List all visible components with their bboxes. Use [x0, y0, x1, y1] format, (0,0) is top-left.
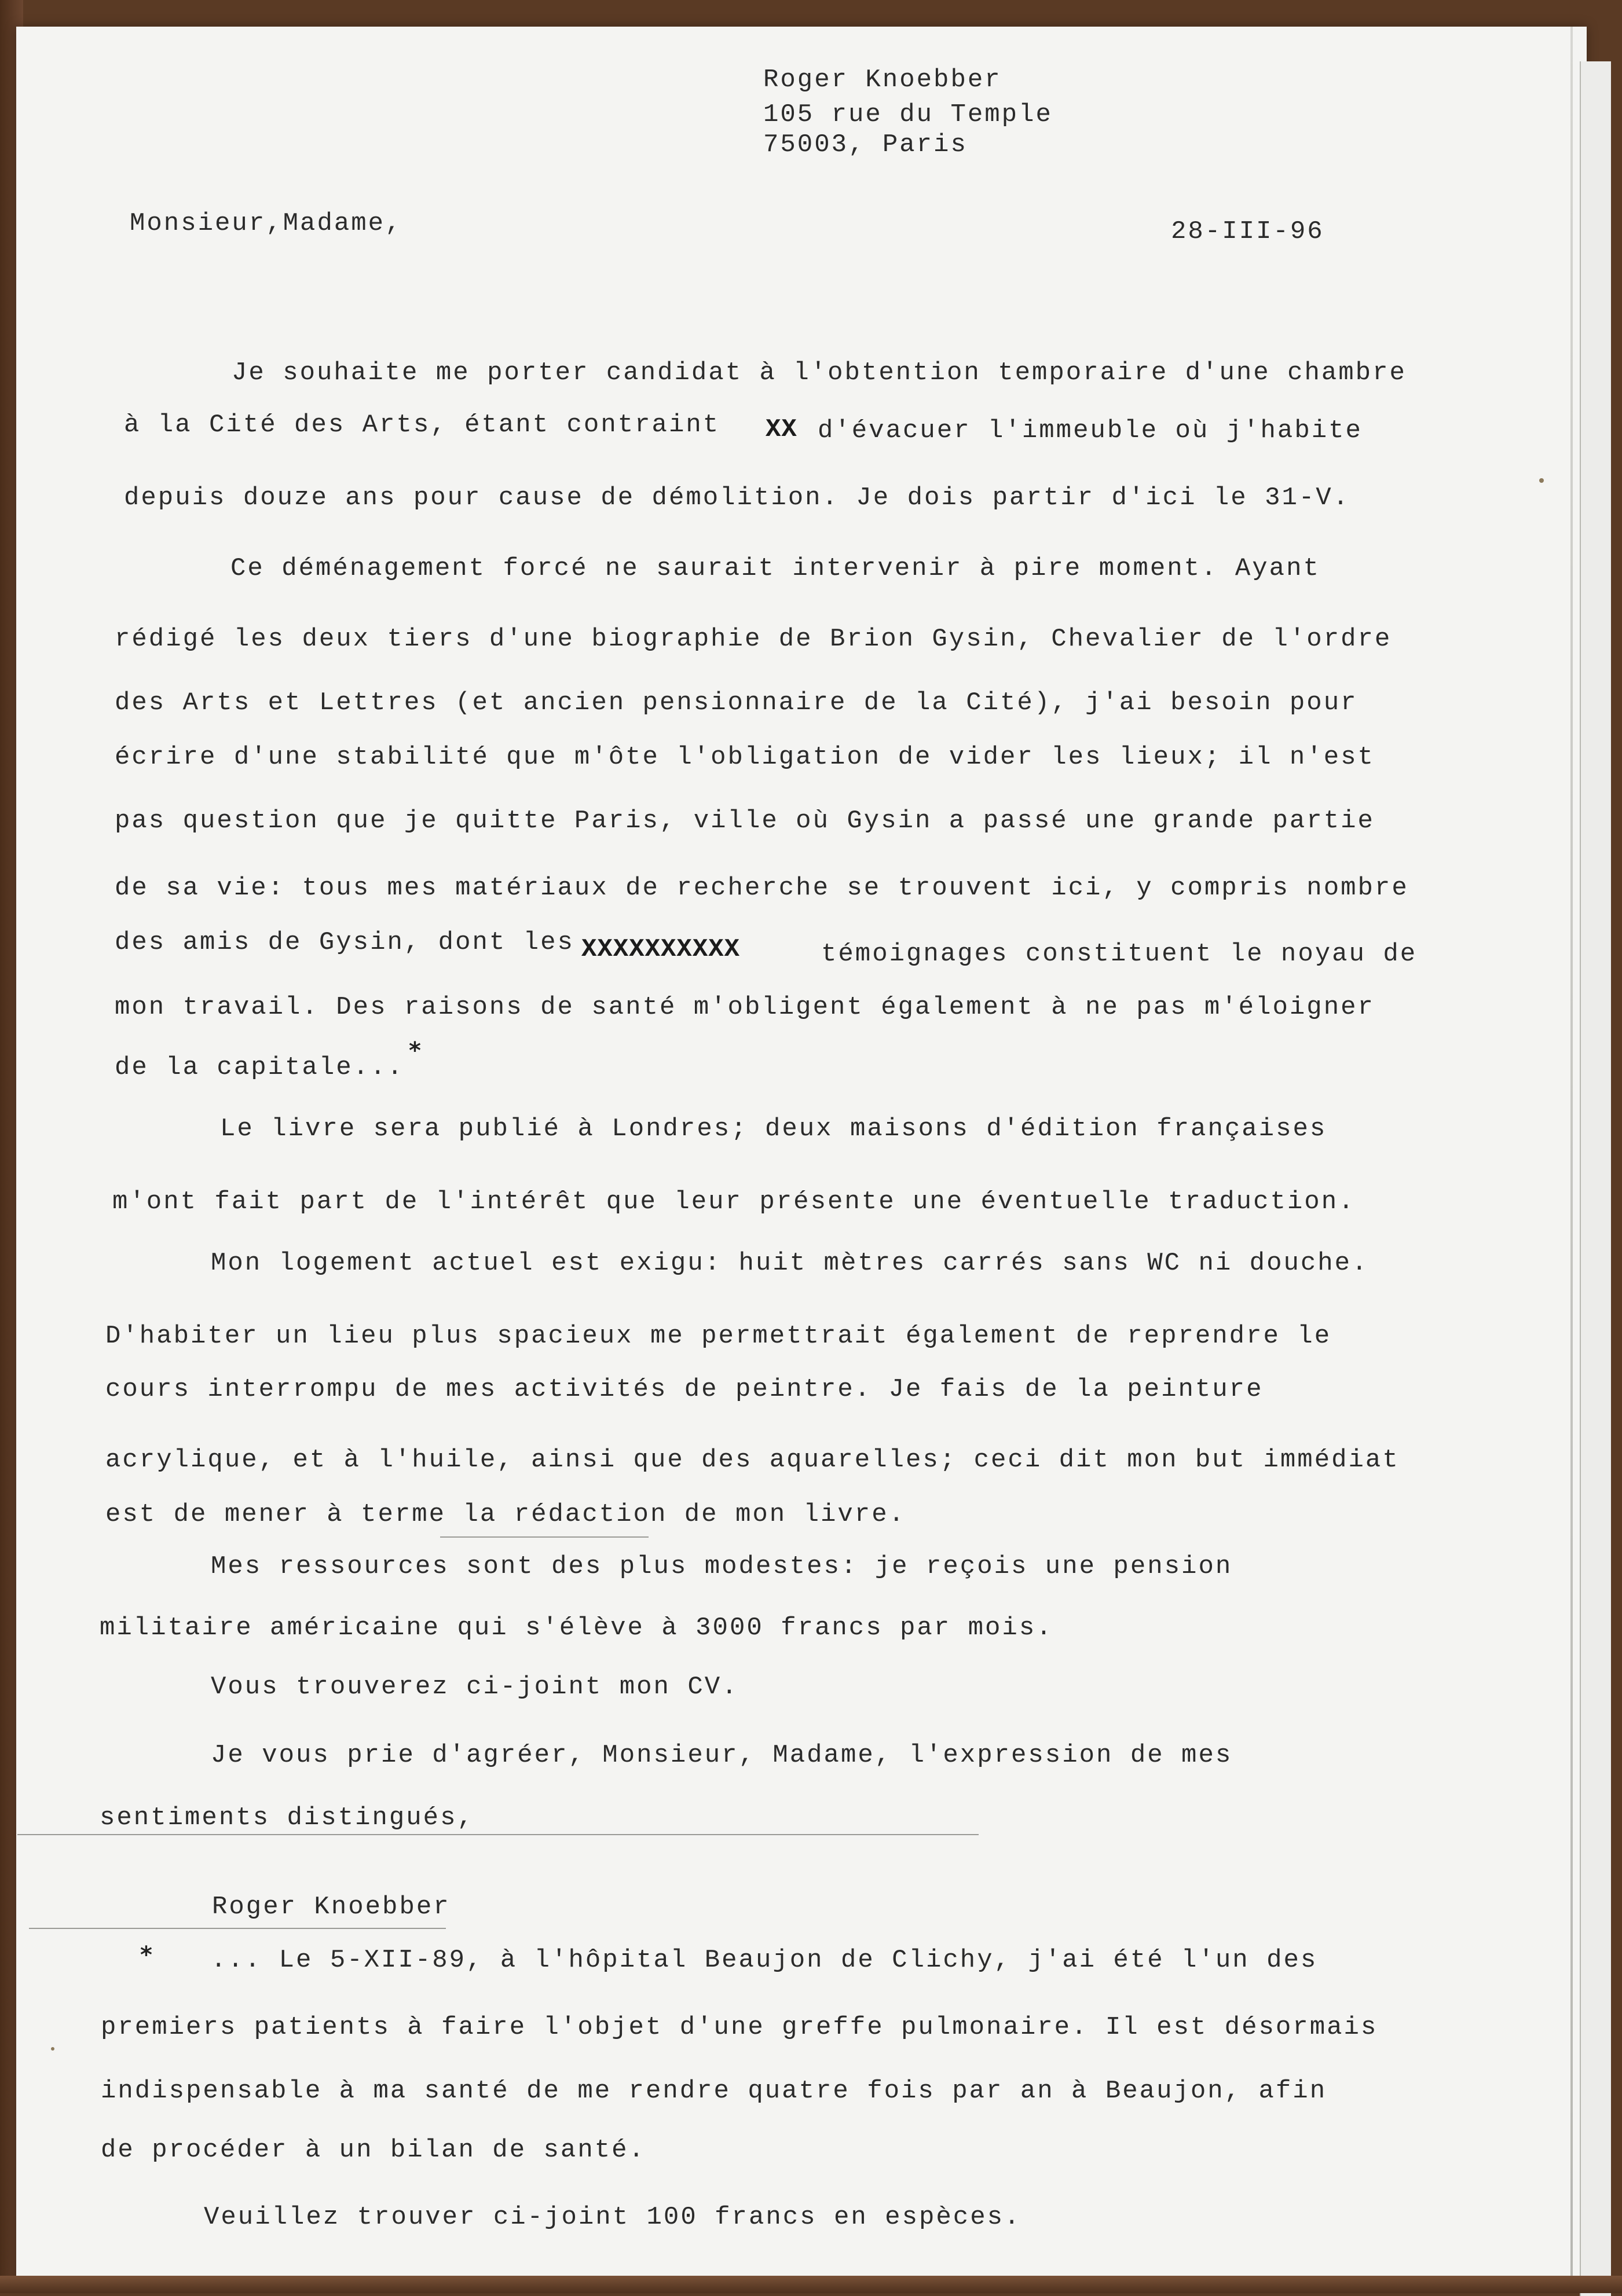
body-line: de la capitale... — [115, 1053, 404, 1082]
letter-date: 28-III-96 — [1171, 217, 1324, 246]
body-line: est de mener à terme la rédaction de mon livre. — [105, 1500, 906, 1529]
body-line: des Arts et Lettres (et ancien pensionnaire de la Cité), j'ai besoin pour — [115, 688, 1358, 717]
sender-name: Roger Knoebber — [763, 65, 1002, 94]
table-surface-bottom — [0, 2276, 1622, 2293]
body-line: Ce déménagement forcé ne saurait intervenir à pire moment. Ayant — [230, 554, 1320, 583]
faint-rule-line — [17, 1834, 979, 1835]
body-line: d'évacuer l'immeuble où j'habite — [818, 416, 1363, 445]
struck-out-text: XX — [766, 415, 797, 444]
body-line: sentiments distingués, — [100, 1803, 474, 1832]
struck-out-text: XXXXXXXXXX — [581, 935, 741, 964]
faint-rule-line — [29, 1928, 446, 1929]
footnote-line: indispensable à ma santé de me rendre quatre fois par an à Beaujon, afin — [101, 2077, 1327, 2106]
body-line: de sa vie: tous mes matériaux de recherche se trouvent ici, y compris nombre — [115, 874, 1409, 903]
body-line: Je souhaite me porter candidat à l'obtention temporaire d'une chambre — [232, 358, 1407, 387]
faint-rule-line — [440, 1536, 649, 1538]
body-line: témoignages constituent le noyau de — [821, 940, 1418, 969]
body-line: Le livre sera publié à Londres; deux maisons d'édition françaises — [220, 1114, 1327, 1143]
body-line: depuis douze ans pour cause de démolition. Je dois partir d'ici le 31-V. — [124, 483, 1350, 512]
body-line: m'ont fait part de l'intérêt que leur présente une éventuelle traduction. — [112, 1187, 1356, 1216]
signature: Roger Knoebber — [212, 1892, 451, 1921]
paper-speck — [1539, 478, 1544, 483]
footnote-asterisk: * — [409, 1037, 421, 1064]
body-line: Mes ressources sont des plus modestes: je reçois une pension — [211, 1552, 1233, 1581]
body-line: pas question que je quitte Paris, ville où Gysin a passé une grande partie — [115, 806, 1375, 835]
body-line: à la Cité des Arts, étant contraint — [124, 410, 720, 439]
footnote-asterisk: * — [140, 1942, 152, 1968]
body-line: acrylique, et à l'huile, ainsi que des aquarelles; ceci dit mon but immédiat — [105, 1446, 1400, 1475]
salutation: Monsieur,Madame, — [130, 209, 402, 238]
body-line: mon travail. Des raisons de santé m'obligent également à ne pas m'éloigner — [115, 993, 1375, 1022]
paper-edge-strip — [1580, 61, 1611, 2296]
body-line: militaire américaine qui s'élève à 3000 francs par mois. — [100, 1613, 1053, 1642]
body-line: cours interrompu de mes activités de peintre. Je fais de la peinture — [105, 1375, 1264, 1404]
body-line: D'habiter un lieu plus spacieux me permettrait également de reprendre le — [105, 1322, 1332, 1351]
footnote-line: de procéder à un bilan de santé. — [101, 2136, 646, 2165]
paper-speck — [51, 2047, 54, 2051]
body-line: Vous trouverez ci-joint mon CV. — [211, 1673, 739, 1701]
paper-fold — [1570, 27, 1573, 2286]
footnote-line: Veuillez trouver ci-joint 100 francs en espèces. — [204, 2203, 1021, 2232]
body-line: des amis de Gysin, dont les — [115, 928, 574, 957]
body-line: écrire d'une stabilité que m'ôte l'obligation de vider les lieux; il n'est — [115, 743, 1375, 772]
body-line: Je vous prie d'agréer, Monsieur, Madame, l'expression de mes — [211, 1741, 1233, 1770]
sender-street: 105 rue du Temple — [763, 100, 1053, 129]
body-line: Mon logement actuel est exigu: huit mètres carrés sans WC ni douche. — [211, 1249, 1369, 1278]
body-line: rédigé les deux tiers d'une biographie de Brion Gysin, Chevalier de l'ordre — [115, 625, 1392, 654]
sender-city: 75003, Paris — [763, 130, 968, 159]
footnote-line: premiers patients à faire l'objet d'une greffe pulmonaire. Il est désormais — [101, 2013, 1378, 2042]
footnote-line: ... Le 5-XII-89, à l'hôpital Beaujon de Clichy, j'ai été l'un des — [211, 1946, 1318, 1975]
